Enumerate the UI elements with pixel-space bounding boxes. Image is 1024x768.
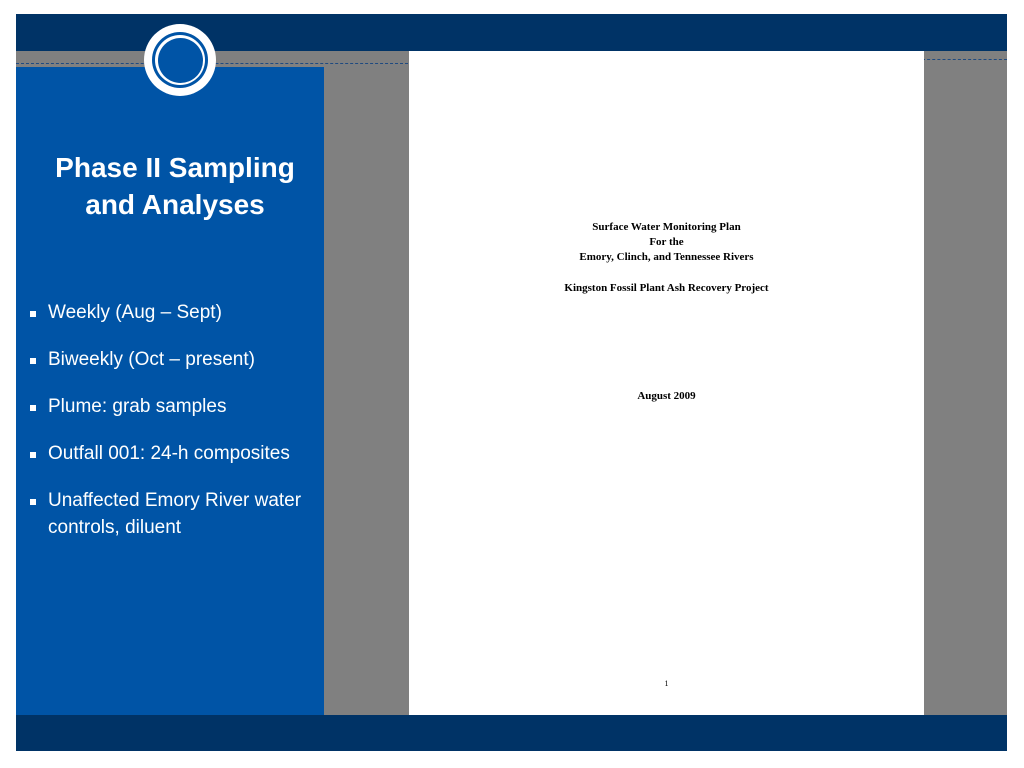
square-bullet-icon (30, 499, 36, 505)
bullet-text: Unaffected Emory River water controls, diluent (48, 490, 302, 538)
square-bullet-icon (30, 405, 36, 411)
square-bullet-icon (30, 452, 36, 458)
bullet-text: Weekly (Aug – Sept) (48, 302, 222, 323)
bullet-item (26, 299, 316, 326)
bullet-text: Outfall 001: 24-h composites (48, 443, 290, 464)
bullet-item (26, 440, 316, 467)
document-project-name: Kingston Fossil Plant Ash Recovery Project (564, 282, 769, 294)
bullet-item (26, 346, 316, 373)
document-date: August 2009 (637, 390, 696, 402)
document-page-number: 1 (664, 679, 669, 688)
document-page-image (409, 51, 924, 717)
left-panel (16, 67, 324, 715)
concentric-circles-logo-icon (144, 24, 216, 96)
document-title (409, 220, 924, 265)
square-bullet-icon (30, 311, 36, 317)
bullet-list (26, 299, 316, 561)
bullet-item (26, 487, 316, 541)
slide (16, 14, 1007, 751)
document-title-line: Emory, Clinch, and Tennessee Rivers (579, 251, 754, 263)
bullet-text: Plume: grab samples (48, 396, 227, 417)
bullet-text: Biweekly (Oct – present) (48, 349, 255, 370)
header-divider-right (922, 59, 1007, 60)
bottom-bar (16, 715, 1007, 751)
document-title-line: For the (649, 236, 684, 248)
document-title-line: Surface Water Monitoring Plan (592, 221, 741, 233)
square-bullet-icon (30, 358, 36, 364)
slide-title: Phase II Sampling and Analyses (55, 152, 295, 220)
bullet-item (26, 393, 316, 420)
